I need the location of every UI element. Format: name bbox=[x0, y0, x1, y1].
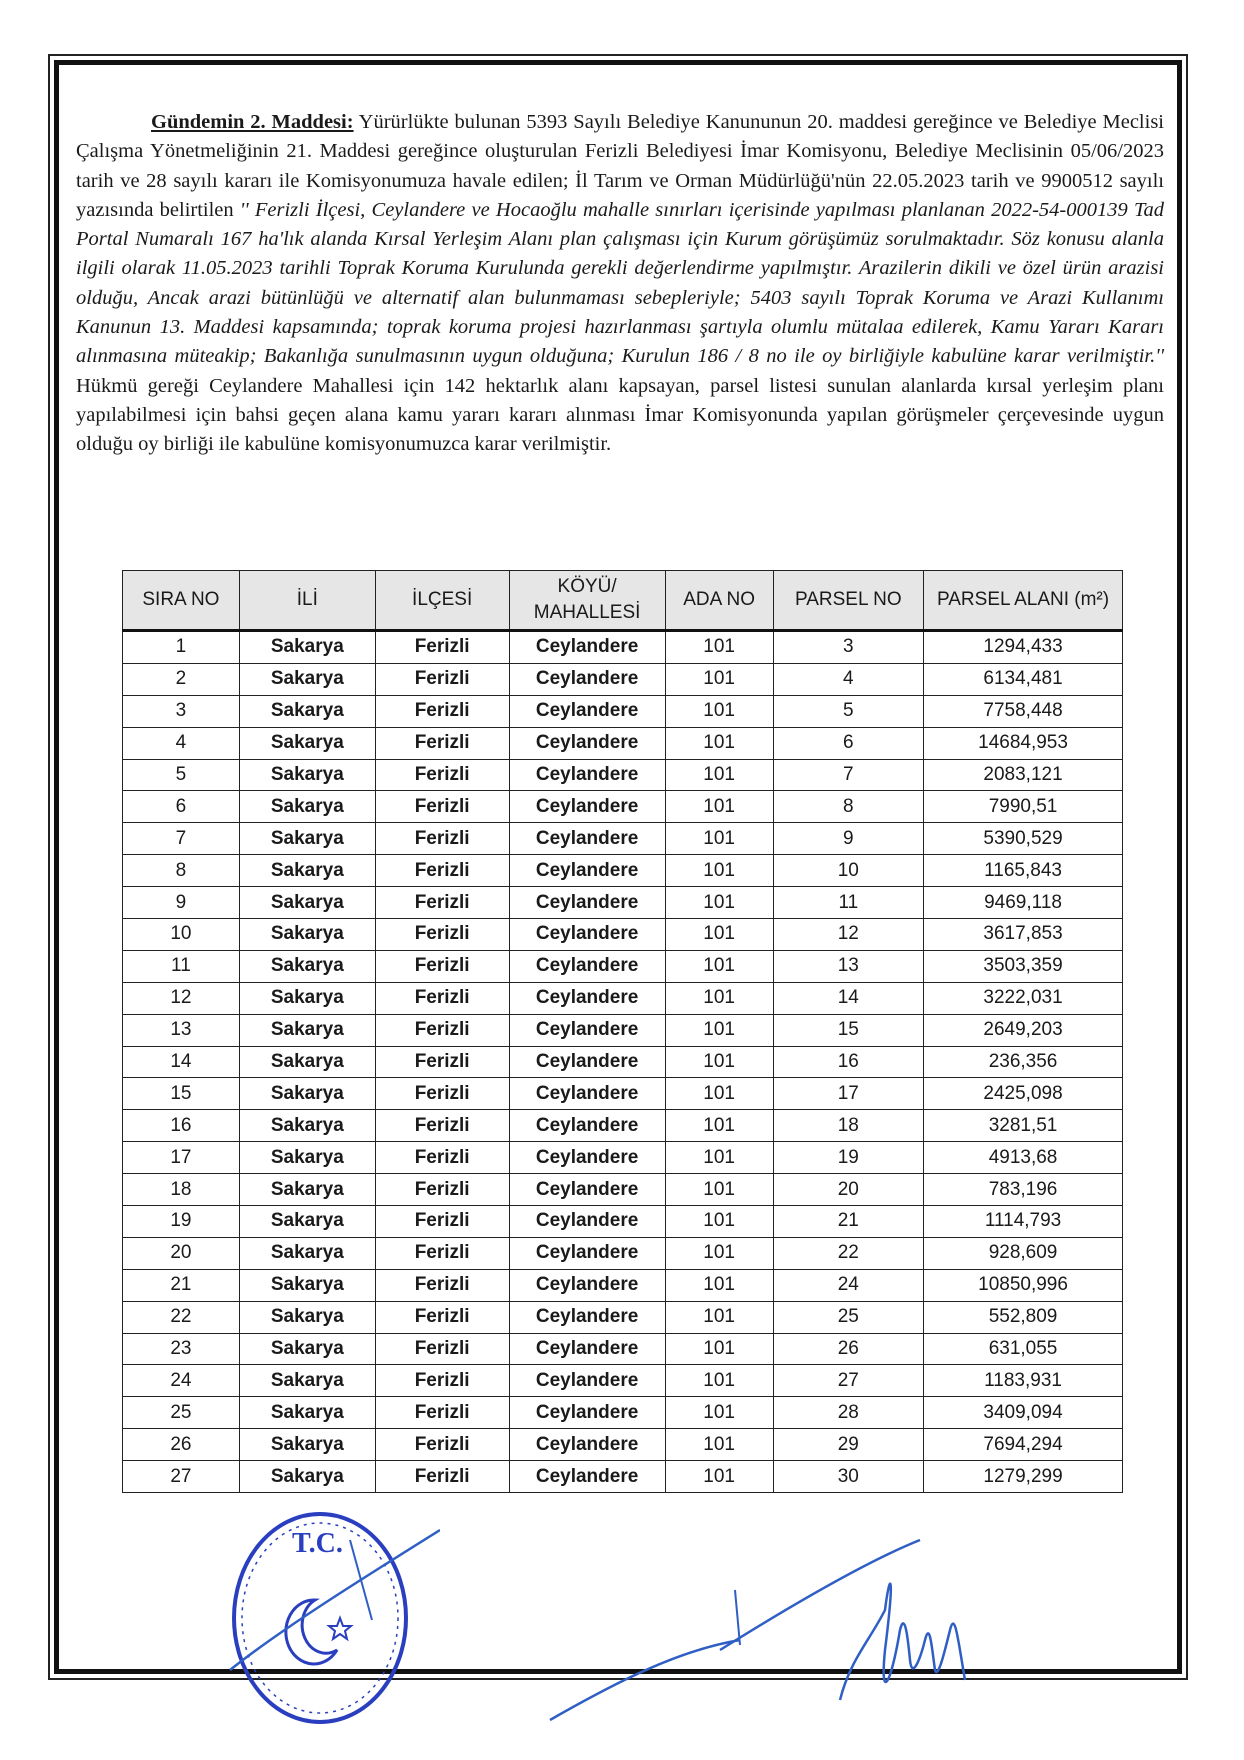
cell-il: Sakarya bbox=[239, 1142, 375, 1174]
cell-il: Sakarya bbox=[239, 1461, 375, 1493]
cell-koy: Ceylandere bbox=[509, 1333, 665, 1365]
cell-sira: 25 bbox=[123, 1397, 240, 1429]
signature-stroke-1 bbox=[550, 1640, 740, 1720]
cell-ada: 101 bbox=[665, 1206, 773, 1238]
table-row bbox=[123, 982, 1123, 1014]
cell-ilce: Ferizli bbox=[375, 1365, 509, 1397]
cell-koy: Ceylandere bbox=[509, 1269, 665, 1301]
cell-parsel: 17 bbox=[773, 1078, 924, 1110]
cell-parsel: 15 bbox=[773, 1014, 924, 1046]
cell-ilce: Ferizli bbox=[375, 759, 509, 791]
cell-sira: 9 bbox=[123, 887, 240, 919]
table-row bbox=[123, 1046, 1123, 1078]
table-row bbox=[123, 1429, 1123, 1461]
cell-ada: 101 bbox=[665, 982, 773, 1014]
cell-sira: 3 bbox=[123, 695, 240, 727]
cell-sira: 27 bbox=[123, 1461, 240, 1493]
cell-sira: 2 bbox=[123, 663, 240, 695]
cell-ilce: Ferizli bbox=[375, 791, 509, 823]
table-row bbox=[123, 887, 1123, 919]
cell-il: Sakarya bbox=[239, 887, 375, 919]
cell-il: Sakarya bbox=[239, 695, 375, 727]
cell-alan: 783,196 bbox=[924, 1174, 1123, 1206]
cell-parsel: 14 bbox=[773, 982, 924, 1014]
cell-alan: 1279,299 bbox=[924, 1461, 1123, 1493]
cell-koy: Ceylandere bbox=[509, 1142, 665, 1174]
header-sira-no-label: SIRA NO bbox=[142, 589, 220, 610]
table-row bbox=[123, 695, 1123, 727]
cell-il: Sakarya bbox=[239, 791, 375, 823]
cell-sira: 18 bbox=[123, 1174, 240, 1206]
official-seal bbox=[200, 1500, 440, 1730]
cell-koy: Ceylandere bbox=[509, 1078, 665, 1110]
table-body bbox=[123, 631, 1123, 1493]
cell-koy: Ceylandere bbox=[509, 982, 665, 1014]
cell-sira: 1 bbox=[123, 631, 240, 664]
cell-sira: 5 bbox=[123, 759, 240, 791]
table-row bbox=[123, 950, 1123, 982]
signature bbox=[540, 1530, 1020, 1730]
cell-ada: 101 bbox=[665, 1365, 773, 1397]
cell-ada: 101 bbox=[665, 950, 773, 982]
cell-ilce: Ferizli bbox=[375, 663, 509, 695]
cell-il: Sakarya bbox=[239, 1333, 375, 1365]
table-row bbox=[123, 1333, 1123, 1365]
cell-koy: Ceylandere bbox=[509, 663, 665, 695]
cell-ada: 101 bbox=[665, 1078, 773, 1110]
cell-alan: 6134,481 bbox=[924, 663, 1123, 695]
table-row bbox=[123, 1206, 1123, 1238]
header-ada-label: ADA NO bbox=[683, 589, 755, 610]
cell-alan: 10850,996 bbox=[924, 1269, 1123, 1301]
cell-alan: 2083,121 bbox=[924, 759, 1123, 791]
agenda-item-text bbox=[76, 108, 1164, 460]
cell-il: Sakarya bbox=[239, 1014, 375, 1046]
table-row bbox=[123, 791, 1123, 823]
header-ada-no bbox=[665, 571, 773, 631]
cell-parsel: 13 bbox=[773, 950, 924, 982]
cell-ilce: Ferizli bbox=[375, 1110, 509, 1142]
cell-sira: 20 bbox=[123, 1237, 240, 1269]
cell-ada: 101 bbox=[665, 1333, 773, 1365]
parcel-table bbox=[122, 570, 1123, 1493]
cell-ada: 101 bbox=[665, 1174, 773, 1206]
cell-sira: 22 bbox=[123, 1301, 240, 1333]
cell-ada: 101 bbox=[665, 1269, 773, 1301]
table-row bbox=[123, 1397, 1123, 1429]
cell-ada: 101 bbox=[665, 1461, 773, 1493]
cell-il: Sakarya bbox=[239, 982, 375, 1014]
cell-alan: 1165,843 bbox=[924, 855, 1123, 887]
signature-stroke-3 bbox=[735, 1590, 740, 1645]
cell-koy: Ceylandere bbox=[509, 919, 665, 951]
cell-ilce: Ferizli bbox=[375, 1397, 509, 1429]
cell-alan: 3503,359 bbox=[924, 950, 1123, 982]
cell-ada: 101 bbox=[665, 1046, 773, 1078]
table-row bbox=[123, 1269, 1123, 1301]
cell-sira: 8 bbox=[123, 855, 240, 887]
cell-sira: 19 bbox=[123, 1206, 240, 1238]
cell-koy: Ceylandere bbox=[509, 695, 665, 727]
cell-alan: 2649,203 bbox=[924, 1014, 1123, 1046]
header-alan-label: PARSEL ALANI (m²) bbox=[936, 589, 1110, 610]
cell-parsel: 28 bbox=[773, 1397, 924, 1429]
cell-ilce: Ferizli bbox=[375, 982, 509, 1014]
cell-sira: 24 bbox=[123, 1365, 240, 1397]
cell-koy: Ceylandere bbox=[509, 1365, 665, 1397]
table-row bbox=[123, 1461, 1123, 1493]
cell-il: Sakarya bbox=[239, 823, 375, 855]
cell-alan: 552,809 bbox=[924, 1301, 1123, 1333]
cell-il: Sakarya bbox=[239, 950, 375, 982]
cell-alan: 9469,118 bbox=[924, 887, 1123, 919]
cell-koy: Ceylandere bbox=[509, 887, 665, 919]
seal-text: T.C. bbox=[292, 1528, 343, 1559]
cell-il: Sakarya bbox=[239, 1237, 375, 1269]
cell-sira: 17 bbox=[123, 1142, 240, 1174]
cell-il: Sakarya bbox=[239, 1301, 375, 1333]
header-parsel-alani bbox=[924, 571, 1123, 631]
cell-il: Sakarya bbox=[239, 727, 375, 759]
table-header-row bbox=[123, 571, 1123, 631]
cell-sira: 6 bbox=[123, 791, 240, 823]
cell-ilce: Ferizli bbox=[375, 1301, 509, 1333]
cell-ada: 101 bbox=[665, 791, 773, 823]
cell-ilce: Ferizli bbox=[375, 1174, 509, 1206]
header-parsel-label: PARSEL NO bbox=[794, 589, 902, 610]
cell-sira: 15 bbox=[123, 1078, 240, 1110]
cell-ada: 101 bbox=[665, 695, 773, 727]
cell-sira: 26 bbox=[123, 1429, 240, 1461]
cell-koy: Ceylandere bbox=[509, 1046, 665, 1078]
header-ilce bbox=[375, 571, 509, 631]
cell-il: Sakarya bbox=[239, 1269, 375, 1301]
cell-parsel: 21 bbox=[773, 1206, 924, 1238]
cell-koy: Ceylandere bbox=[509, 1237, 665, 1269]
cell-koy: Ceylandere bbox=[509, 1110, 665, 1142]
cell-parsel: 4 bbox=[773, 663, 924, 695]
cell-ilce: Ferizli bbox=[375, 887, 509, 919]
header-il-label: İLİ bbox=[296, 589, 318, 610]
cell-ada: 101 bbox=[665, 663, 773, 695]
cell-parsel: 6 bbox=[773, 727, 924, 759]
cell-ada: 101 bbox=[665, 631, 773, 664]
cell-il: Sakarya bbox=[239, 1365, 375, 1397]
cell-ilce: Ferizli bbox=[375, 919, 509, 951]
cell-ilce: Ferizli bbox=[375, 823, 509, 855]
cell-parsel: 25 bbox=[773, 1301, 924, 1333]
cell-parsel: 27 bbox=[773, 1365, 924, 1397]
header-ilce-label: İLÇESİ bbox=[412, 589, 473, 610]
cell-koy: Ceylandere bbox=[509, 855, 665, 887]
header-koy-label: KÖYÜ/ MAHALLESİ bbox=[533, 576, 641, 623]
cell-ada: 101 bbox=[665, 759, 773, 791]
cell-parsel: 16 bbox=[773, 1046, 924, 1078]
cell-alan: 3617,853 bbox=[924, 919, 1123, 951]
cell-parsel: 10 bbox=[773, 855, 924, 887]
header-sira-no bbox=[123, 571, 240, 631]
cell-ilce: Ferizli bbox=[375, 1142, 509, 1174]
star-icon bbox=[329, 1618, 351, 1639]
cell-il: Sakarya bbox=[239, 1046, 375, 1078]
cell-il: Sakarya bbox=[239, 1078, 375, 1110]
cell-koy: Ceylandere bbox=[509, 1429, 665, 1461]
cell-ilce: Ferizli bbox=[375, 1333, 509, 1365]
cell-ilce: Ferizli bbox=[375, 1269, 509, 1301]
cell-parsel: 30 bbox=[773, 1461, 924, 1493]
cell-ada: 101 bbox=[665, 1301, 773, 1333]
cell-ada: 101 bbox=[665, 1237, 773, 1269]
cell-parsel: 29 bbox=[773, 1429, 924, 1461]
cell-alan: 4913,68 bbox=[924, 1142, 1123, 1174]
header-koy-mahalle bbox=[509, 571, 665, 631]
table-row bbox=[123, 1174, 1123, 1206]
cell-ilce: Ferizli bbox=[375, 1429, 509, 1461]
cell-il: Sakarya bbox=[239, 631, 375, 664]
cell-ilce: Ferizli bbox=[375, 631, 509, 664]
cell-sira: 21 bbox=[123, 1269, 240, 1301]
cell-alan: 1294,433 bbox=[924, 631, 1123, 664]
cell-ilce: Ferizli bbox=[375, 1014, 509, 1046]
cell-sira: 16 bbox=[123, 1110, 240, 1142]
cell-alan: 2425,098 bbox=[924, 1078, 1123, 1110]
table-row bbox=[123, 1365, 1123, 1397]
table-row bbox=[123, 1078, 1123, 1110]
cell-ada: 101 bbox=[665, 1014, 773, 1046]
cell-ilce: Ferizli bbox=[375, 1237, 509, 1269]
table-row bbox=[123, 1014, 1123, 1046]
cell-alan: 1183,931 bbox=[924, 1365, 1123, 1397]
cell-ada: 101 bbox=[665, 1397, 773, 1429]
cell-alan: 5390,529 bbox=[924, 823, 1123, 855]
cell-alan: 3281,51 bbox=[924, 1110, 1123, 1142]
table-row bbox=[123, 919, 1123, 951]
cell-ada: 101 bbox=[665, 823, 773, 855]
agenda-quote: '' Ferizli İlçesi, Ceylandere ve Hocaoğlu mahalle sınırları içerisinde yapılması planlanan 2022-54-000139 Tad Portal Numaralı 167 ha'lık alanda Kırsal Yerleşim Alanı plan çalışması için Kurum görüşümüz sorulmaktadır. Söz konusu alanla ilgili olarak 11.05.2023 tarihli Toprak Koruma Kurulunda gerekli değerlendirme yapılmıştır. Arazilerin dikili ve özel ürün arazisi olduğu, Ancak arazi bütünlüğü ve alternatif alan bulunmaması sebepleriyle; 5403 sayılı Toprak Koruma ve Arazi Kullanımı Kanunun 13. Maddesi kapsamında; toprak koruma projesi hazırlanması şartıyla olumlu mütalaa edilerek, Kamu Yararı Kararı alınmasına müteakip; Bakanlığa sunulmasının uygun olduğuna; Kurulun 186 / 8 no ile oy birliğiyle kabulüne karar verilmiştir.'' bbox=[76, 198, 1165, 368]
table-row bbox=[123, 1110, 1123, 1142]
cell-ada: 101 bbox=[665, 1142, 773, 1174]
cell-parsel: 9 bbox=[773, 823, 924, 855]
header-parsel-no bbox=[773, 571, 924, 631]
agenda-heading: Gündemin 2. Maddesi: bbox=[151, 111, 354, 133]
table-row bbox=[123, 663, 1123, 695]
cell-sira: 23 bbox=[123, 1333, 240, 1365]
cell-sira: 11 bbox=[123, 950, 240, 982]
cell-ilce: Ferizli bbox=[375, 1461, 509, 1493]
table-row bbox=[123, 759, 1123, 791]
cell-ilce: Ferizli bbox=[375, 1206, 509, 1238]
cell-koy: Ceylandere bbox=[509, 791, 665, 823]
cell-sira: 10 bbox=[123, 919, 240, 951]
cell-koy: Ceylandere bbox=[509, 1461, 665, 1493]
table-row bbox=[123, 823, 1123, 855]
agenda-conclusion: Hükmü gereği Ceylandere Mahallesi için 142 hektarlık alanı kapsayan, parsel listesi sunulan alanlarda kırsal yerleşim planı yapılabilmesi için bahsi geçen alana kamu yararı kararı alınması İmar Komisyonunda yapılan görüşmeler çerçevesinde uygun olduğu oy birliği ile kabulüne komisyonumuzca karar verilmiştir. bbox=[76, 374, 1164, 456]
cell-koy: Ceylandere bbox=[509, 1014, 665, 1046]
cell-koy: Ceylandere bbox=[509, 950, 665, 982]
signature-stroke-4 bbox=[840, 1584, 965, 1700]
cell-alan: 631,055 bbox=[924, 1333, 1123, 1365]
cell-il: Sakarya bbox=[239, 1429, 375, 1461]
cell-alan: 3409,094 bbox=[924, 1397, 1123, 1429]
cell-parsel: 24 bbox=[773, 1269, 924, 1301]
cell-sira: 7 bbox=[123, 823, 240, 855]
cell-alan: 7694,294 bbox=[924, 1429, 1123, 1461]
cell-ada: 101 bbox=[665, 1429, 773, 1461]
cell-alan: 236,356 bbox=[924, 1046, 1123, 1078]
cell-parsel: 11 bbox=[773, 887, 924, 919]
cell-parsel: 26 bbox=[773, 1333, 924, 1365]
cell-il: Sakarya bbox=[239, 1397, 375, 1429]
crescent-icon bbox=[286, 1600, 337, 1664]
cell-koy: Ceylandere bbox=[509, 823, 665, 855]
cell-sira: 14 bbox=[123, 1046, 240, 1078]
cell-il: Sakarya bbox=[239, 759, 375, 791]
cell-koy: Ceylandere bbox=[509, 727, 665, 759]
cell-ilce: Ferizli bbox=[375, 1078, 509, 1110]
agenda-paragraph bbox=[76, 108, 1164, 460]
cell-alan: 7990,51 bbox=[924, 791, 1123, 823]
cell-ada: 101 bbox=[665, 919, 773, 951]
cell-alan: 14684,953 bbox=[924, 727, 1123, 759]
cell-alan: 1114,793 bbox=[924, 1206, 1123, 1238]
table-row bbox=[123, 855, 1123, 887]
cell-parsel: 3 bbox=[773, 631, 924, 664]
cell-alan: 3222,031 bbox=[924, 982, 1123, 1014]
cell-sira: 13 bbox=[123, 1014, 240, 1046]
cell-ilce: Ferizli bbox=[375, 727, 509, 759]
table-row bbox=[123, 1237, 1123, 1269]
cell-ilce: Ferizli bbox=[375, 1046, 509, 1078]
cell-il: Sakarya bbox=[239, 1206, 375, 1238]
cell-sira: 4 bbox=[123, 727, 240, 759]
cell-il: Sakarya bbox=[239, 1110, 375, 1142]
cell-koy: Ceylandere bbox=[509, 1301, 665, 1333]
cell-parsel: 8 bbox=[773, 791, 924, 823]
cell-sira: 12 bbox=[123, 982, 240, 1014]
cell-ada: 101 bbox=[665, 855, 773, 887]
cell-koy: Ceylandere bbox=[509, 1174, 665, 1206]
agenda-intro: Yürürlükte bulunan 5393 Sayılı Belediye Kanununun 20. maddesi gereğince ve Belediye Meclisi Çalışma Yönetmeliğinin 21. Maddesi gereğince oluşturulan Ferizli Belediyesi İmar Komisyonu, Belediye Meclisinin 05/06/2023 tarih ve 28 sayılı kararı ile Komisyonumuza havale edilen; İl Tarım ve Orman Müdürlüğü'nün 22.05.2023 tarih ve 9900512 sayılı yazısında belirtilen bbox=[76, 111, 1164, 221]
cell-ada: 101 bbox=[665, 887, 773, 919]
cell-koy: Ceylandere bbox=[509, 1206, 665, 1238]
table-row bbox=[123, 631, 1123, 664]
cell-il: Sakarya bbox=[239, 663, 375, 695]
cell-alan: 7758,448 bbox=[924, 695, 1123, 727]
cell-ilce: Ferizli bbox=[375, 950, 509, 982]
cell-parsel: 20 bbox=[773, 1174, 924, 1206]
cell-alan: 928,609 bbox=[924, 1237, 1123, 1269]
table-row bbox=[123, 727, 1123, 759]
cell-parsel: 18 bbox=[773, 1110, 924, 1142]
cell-parsel: 19 bbox=[773, 1142, 924, 1174]
cell-ada: 101 bbox=[665, 727, 773, 759]
cell-il: Sakarya bbox=[239, 1174, 375, 1206]
cell-koy: Ceylandere bbox=[509, 759, 665, 791]
cell-koy: Ceylandere bbox=[509, 631, 665, 664]
cell-ilce: Ferizli bbox=[375, 855, 509, 887]
cell-parsel: 22 bbox=[773, 1237, 924, 1269]
table-row bbox=[123, 1142, 1123, 1174]
cell-ada: 101 bbox=[665, 1110, 773, 1142]
seal-signature-stroke-2 bbox=[350, 1540, 372, 1620]
cell-parsel: 12 bbox=[773, 919, 924, 951]
header-il bbox=[239, 571, 375, 631]
cell-parsel: 7 bbox=[773, 759, 924, 791]
cell-koy: Ceylandere bbox=[509, 1397, 665, 1429]
cell-ilce: Ferizli bbox=[375, 695, 509, 727]
cell-il: Sakarya bbox=[239, 855, 375, 887]
cell-il: Sakarya bbox=[239, 919, 375, 951]
table-row bbox=[123, 1301, 1123, 1333]
cell-parsel: 5 bbox=[773, 695, 924, 727]
